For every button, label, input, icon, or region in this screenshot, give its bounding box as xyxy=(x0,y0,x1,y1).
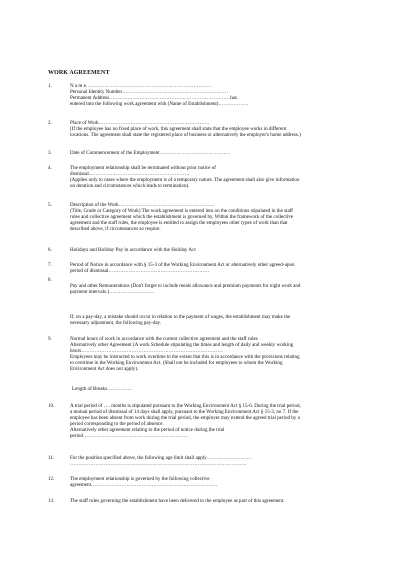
clause-number: 1. xyxy=(48,83,52,89)
clause-number: 3. xyxy=(48,150,52,156)
clause-line: Holidays and Holiday Pay in accordance with the Holiday Act xyxy=(70,247,196,253)
clause-number: 9. xyxy=(48,336,52,342)
clause-number: 7. xyxy=(48,262,52,268)
clause-body xyxy=(70,278,390,296)
clause-body xyxy=(70,477,390,489)
clause-line: hours………………………………………………………………………… xyxy=(70,347,223,354)
clause-line: (Title, Grade or Category of Work) The work agreement is entered into on the conditions stipulated in the staff xyxy=(70,207,293,214)
clause-line: (Applies only to cases where the employment is of a temporary nature. The agreement shall also give information xyxy=(70,176,300,183)
clause-number: 13. xyxy=(48,498,55,504)
clause-line: The employment relationship is governed by the following collective xyxy=(70,476,210,482)
clause-line: If, on a pay-day, a mistake should occur in relation to the payment of wages, the establishment may make the xyxy=(70,314,291,320)
clause-number: 8. xyxy=(48,277,52,283)
clause-line: to overtime in the Working Environment Act. (Shall not be included for employees to whom the Working xyxy=(70,359,283,366)
clause-line: …………………………………………………………………………………………… xyxy=(70,460,247,467)
clause-line: The employment relationship shall be terminated without prior notice of xyxy=(70,165,216,171)
clause-line: period……………………………………………………… xyxy=(70,432,189,439)
clause-line: Alternatively other agreement relating to the period of notice during the trial xyxy=(70,426,225,433)
clause-line: payment intervals.)……………………… xyxy=(70,288,155,295)
clause-line: Pay and other Remunerations (Don't forget to include meals allowance and premium payments for night work and xyxy=(70,282,301,289)
clause-line: N a m e………………………………………………………………… xyxy=(70,83,213,89)
clause-line: The staff rules governing the establishment have been delivered to the employee as part of this agreement. xyxy=(70,498,285,504)
clause-line: Employees may be instructed to work overtime to the extent that this is in accordance with the provisions relating xyxy=(70,353,300,360)
clause-body xyxy=(70,315,390,327)
clause-line: agreement and the staff rules, the employee is entitled to assign the employees other types of work than that xyxy=(70,219,288,226)
clause-body xyxy=(70,121,390,139)
clause-line: Date of Commencement of the Employment…………………………………… xyxy=(70,150,231,156)
clause-line: rules and collective agreement which the establishment is governed by. Within the framework of the collective xyxy=(70,213,294,220)
clause-line: A trial period of …. months is stipulated pursuant to the Working Environment Act § 15-6. During the trial period, xyxy=(70,403,301,409)
clause-body xyxy=(70,456,390,468)
clause-line: agreement………………………………………………………………… xyxy=(70,481,218,488)
clause-line: Personal Identity Number……………………………………………………… xyxy=(70,88,229,95)
clause-line: a mutual period of dismissal of 14 days shall apply, pursuant to the Working Environment Act § 15-3, no 7. If the xyxy=(70,408,299,415)
clause-body xyxy=(70,166,390,190)
clause-number: 4. xyxy=(48,165,52,171)
clause-line: described above, if circumstances so require. xyxy=(70,225,161,232)
clause-line: Place of Work………………………………………………………… xyxy=(70,120,210,126)
clause-number: 5. xyxy=(48,202,52,208)
clause-line: period corresponding to the period of absence. xyxy=(70,420,164,427)
clause-body xyxy=(70,404,390,439)
clause-line: Period of Notice in accordance with § 15-3 of the Working Environment Act or alternatively other agreed-upon xyxy=(70,262,295,268)
clause-number: 10. xyxy=(48,403,55,409)
clause-line: Permanent Address………………………………………………………………has xyxy=(70,94,237,101)
clause-line: Alternatively other Agreement (A work Schedule stipulating the times and length of daily and weekly working xyxy=(70,341,294,348)
clause-body xyxy=(70,499,390,505)
clause-body xyxy=(70,337,390,372)
clause-number: 11. xyxy=(48,455,55,461)
clause-line: For the position specified above, the following age limit shall apply……………………… xyxy=(70,455,253,461)
clause-line: dismissal…………………………………………………… xyxy=(70,170,190,177)
clause-body xyxy=(70,263,390,275)
clause-line: Environment Act does not apply). xyxy=(70,365,139,372)
clause-number: 6. xyxy=(48,247,52,253)
clause-line: Length of Breaks…………… xyxy=(72,386,133,392)
clause-line: period of dismissal…………………………………………………… xyxy=(70,267,210,274)
clause-line: employee has been absent from work during the trial period, the employer may extend the agreed trial period by a xyxy=(70,414,300,421)
clause-body xyxy=(72,387,392,393)
clause-line: (If the employee has no fixed place of work, this agreement shall state that the employee works in different xyxy=(70,125,287,132)
clause-body xyxy=(70,84,390,108)
clause-line: Description of the Work………………………………………………… xyxy=(70,202,215,208)
clause-line: locations. The agreement shall state the registered place of business or alternatively the employer's home address.) xyxy=(70,131,301,138)
clause-body xyxy=(70,248,390,254)
clause-line: entered into the following work agreement with (Name of Establishment)……………… xyxy=(70,100,249,107)
clause-number: 12. xyxy=(48,476,55,482)
clause-body xyxy=(70,151,390,157)
clause-line: necessary adjustment, the following pay-day. xyxy=(70,319,162,326)
document-title: WORK AGREEMENT xyxy=(48,70,110,76)
clause-body xyxy=(70,203,390,233)
clause-line: Normal hours of work in accordance with the current collective agreement and the staff rules xyxy=(70,336,258,342)
clause-number: 2. xyxy=(48,120,52,126)
clause-line: on duration and circumstances which leads to termination). xyxy=(70,182,190,189)
